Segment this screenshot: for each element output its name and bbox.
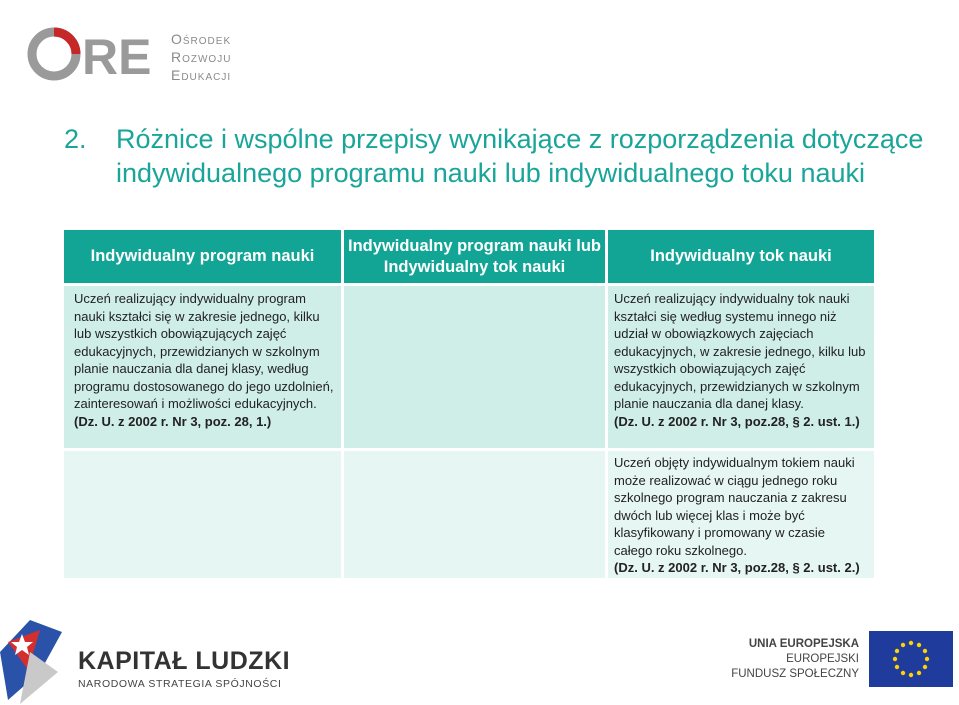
ore-line-2: Rozwoju — [171, 49, 232, 65]
ore-logo-mark — [26, 24, 161, 84]
eu-line-3: FUNDUSZ SPOŁECZNY — [731, 668, 859, 680]
header-col-1: Indywidualny program nauki — [64, 230, 341, 283]
ore-line-1: Ośrodek — [171, 31, 232, 47]
cell-r1-c1-ref: (Dz. U. z 2002 r. Nr 3, poz. 28, 1.) — [74, 413, 272, 429]
svg-text:RE: RE — [82, 29, 152, 84]
cell-r2-c1 — [64, 451, 341, 578]
title-line-2: indywidualnego programu nauki lub indywidualnego toku nauki — [116, 158, 865, 188]
header-col-3: Indywidualny tok nauki — [608, 230, 874, 283]
ore-logo — [26, 24, 266, 88]
cell-r1-c1 — [64, 286, 341, 448]
kapital-ludzki-title: KAPITAŁ LUDZKI — [78, 647, 291, 675]
title-line-1: Różnice i wspólne przepisy wynikające z rozporządzenia dotyczące — [116, 124, 924, 154]
kapital-ludzki-logo — [0, 612, 300, 705]
kapital-ludzki-subtitle: NARODOWA STRATEGIA SPÓJNOŚCI — [78, 678, 282, 690]
cell-r1-c2 — [344, 286, 605, 448]
eu-line-2: EUROPEJSKI — [786, 653, 859, 665]
eu-text — [731, 637, 859, 682]
ore-line-3: Edukacji — [171, 67, 232, 83]
header-col-2: Indywidualny program nauki lub Indywidualny tok nauki — [344, 230, 605, 283]
eu-flag-icon — [869, 631, 953, 687]
cell-r1-c3-text: Uczeń realizujący indywidualny tok nauki kształci się według systemu innego niż udział w obowiązkowych zajęciach edukacyjnych, w zakresie jednego, kilku lub wszystkich obowiązujących zajęć edukacyjnych, przewidzianych w szkolnym planie nauczania dla danej klasy. — [614, 291, 866, 411]
cell-r2-c2 — [344, 451, 605, 578]
eu-line-1: UNIA EUROPEJSKA — [748, 638, 859, 650]
cell-r2-c3-ref: (Dz. U. z 2002 r. Nr 3, poz.28, § 2. ust. 2.) — [614, 560, 860, 575]
eu-logo — [730, 628, 959, 698]
kapital-ludzki-emblem — [0, 612, 78, 705]
page-title — [64, 122, 924, 190]
cell-r1-c3-ref: (Dz. U. z 2002 r. Nr 3, poz.28, § 2. ust. 1.) — [614, 413, 860, 429]
ore-logo-text — [171, 30, 231, 84]
cell-r1-c1-text: Uczeń realizujący indywidualny program nauki kształci się w zakresie jednego, kilku lub wszystkich obowiązujących zajęć edukacyjnych, przewidzianych w szkolnym planie nauczania dla danej klasy, według programu dostosowanego do jego uzdolnień, zainteresowań i możliwości edukacyjnych. — [74, 291, 334, 411]
cell-r2-c3 — [608, 451, 874, 578]
cell-r1-c3 — [608, 286, 874, 448]
title-number: 2. — [64, 124, 87, 154]
cell-r2-c3-text: Uczeń objęty indywidualnym tokiem nauki może realizować w ciągu jednego roku szkolnego program nauczania z zakresu dwóch lub więcej klas i może być klasyfikowany i promowany w czasie całego roku szkolnego. — [614, 455, 855, 558]
